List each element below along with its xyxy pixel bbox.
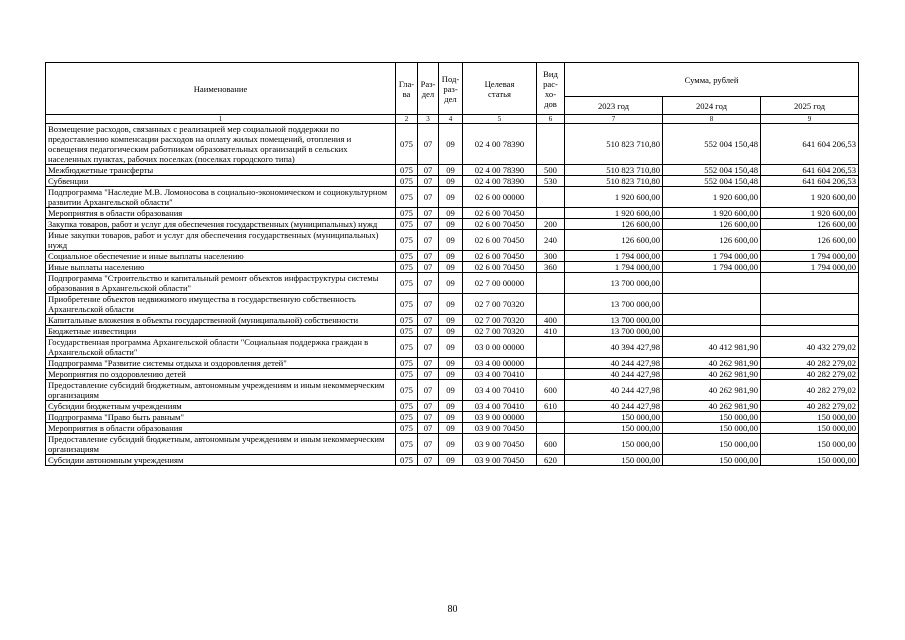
row-sum-2023: 1 794 000,00 [565,262,663,273]
row-section: 07 [418,337,439,358]
row-name: Подпрограмма "Развитие системы отдыха и оздоровления детей" [46,358,396,369]
row-sum-2025: 40 432 279,02 [761,337,859,358]
header-expense-type: Вид рас- хо- дов [537,63,565,115]
table-row [46,294,859,315]
row-target: 03 4 00 00000 [463,358,537,369]
row-chapter: 075 [396,262,418,273]
col-number: 2 [396,115,418,124]
row-sum-2024: 1 794 000,00 [663,262,761,273]
row-sum-2023: 150 000,00 [565,412,663,423]
row-subsection: 09 [439,294,463,315]
row-name: Мероприятия по оздоровлению детей [46,369,396,380]
row-sum-2025: 1 794 000,00 [761,251,859,262]
row-subsection: 09 [439,380,463,401]
row-sum-2023: 40 244 427,98 [565,369,663,380]
header-name: Наименование [46,63,396,115]
row-subsection: 09 [439,165,463,176]
row-sum-2024: 1 920 600,00 [663,208,761,219]
row-chapter: 075 [396,326,418,337]
row-sum-2024 [663,326,761,337]
row-name: Субсидии автономным учреждениям [46,455,396,466]
col-number: 8 [663,115,761,124]
row-expense-type: 240 [537,230,565,251]
row-section: 07 [418,176,439,187]
row-target: 02 7 00 70320 [463,315,537,326]
row-subsection: 09 [439,124,463,165]
row-expense-type [537,369,565,380]
row-name: Субсидии бюджетным учреждениям [46,401,396,412]
row-section: 07 [418,208,439,219]
row-expense-type [537,423,565,434]
row-sum-2024: 126 600,00 [663,219,761,230]
row-sum-2023: 1 794 000,00 [565,251,663,262]
row-sum-2024: 126 600,00 [663,230,761,251]
row-subsection: 09 [439,230,463,251]
row-sum-2024: 40 262 981,90 [663,358,761,369]
row-target: 02 6 00 70450 [463,230,537,251]
row-sum-2023: 1 920 600,00 [565,187,663,208]
row-target: 02 7 00 70320 [463,294,537,315]
row-name: Предоставление субсидий бюджетным, автономным учреждениям и иным некоммерческим организациям [46,380,396,401]
row-name: Предоставление субсидий бюджетным, автономным учреждениям и иным некоммерческим организациям [46,434,396,455]
row-expense-type [537,273,565,294]
col-number: 6 [537,115,565,124]
row-sum-2024: 40 262 981,90 [663,380,761,401]
row-sum-2024 [663,273,761,294]
row-sum-2025 [761,273,859,294]
row-chapter: 075 [396,219,418,230]
row-name: Подпрограмма "Строительство и капитальный ремонт объектов инфраструктуры системы образования в Архангельской области" [46,273,396,294]
table-row [46,369,859,380]
row-section: 07 [418,401,439,412]
table-row [46,262,859,273]
row-sum-2023: 150 000,00 [565,423,663,434]
table-row [46,326,859,337]
row-sum-2025 [761,315,859,326]
row-chapter: 075 [396,294,418,315]
row-sum-2023: 510 823 710,80 [565,176,663,187]
row-section: 07 [418,262,439,273]
row-sum-2023: 13 700 000,00 [565,273,663,294]
row-sum-2023: 40 394 427,98 [565,337,663,358]
row-sum-2025: 150 000,00 [761,434,859,455]
header-sum: Сумма, рублей [565,63,859,97]
row-expense-type [537,358,565,369]
row-section: 07 [418,165,439,176]
row-name: Иные выплаты населению [46,262,396,273]
row-sum-2025: 40 282 279,02 [761,369,859,380]
row-expense-type [537,187,565,208]
row-sum-2025: 40 282 279,02 [761,401,859,412]
row-chapter: 075 [396,230,418,251]
row-name: Социальное обеспечение и иные выплаты населению [46,251,396,262]
row-subsection: 09 [439,455,463,466]
row-sum-2024: 150 000,00 [663,423,761,434]
header-section: Раз- дел [418,63,439,115]
row-sum-2024 [663,294,761,315]
row-chapter: 075 [396,165,418,176]
row-sum-2023: 150 000,00 [565,434,663,455]
row-section: 07 [418,434,439,455]
table-row [46,187,859,208]
row-target: 02 6 00 70450 [463,219,537,230]
row-subsection: 09 [439,208,463,219]
row-target: 02 6 00 00000 [463,187,537,208]
row-name: Государственная программа Архангельской области "Социальная поддержка граждан в Архангельской области" [46,337,396,358]
row-section: 07 [418,358,439,369]
row-section: 07 [418,251,439,262]
row-sum-2024: 150 000,00 [663,455,761,466]
row-subsection: 09 [439,412,463,423]
row-chapter: 075 [396,251,418,262]
row-expense-type: 400 [537,315,565,326]
row-target: 03 9 00 70450 [463,423,537,434]
header-year-2025: 2025 год [761,97,859,115]
row-section: 07 [418,230,439,251]
table-row [46,176,859,187]
row-target: 02 7 00 70320 [463,326,537,337]
col-number: 7 [565,115,663,124]
row-sum-2024: 552 004 150,48 [663,165,761,176]
row-subsection: 09 [439,315,463,326]
row-expense-type: 530 [537,176,565,187]
row-name: Мероприятия в области образования [46,423,396,434]
row-section: 07 [418,369,439,380]
row-section: 07 [418,326,439,337]
row-expense-type: 610 [537,401,565,412]
row-name: Подпрограмма "Право быть равным" [46,412,396,423]
col-number: 9 [761,115,859,124]
row-chapter: 075 [396,208,418,219]
row-name: Субвенции [46,176,396,187]
table-row [46,455,859,466]
row-subsection: 09 [439,219,463,230]
row-chapter: 075 [396,124,418,165]
row-sum-2023: 126 600,00 [565,230,663,251]
row-name: Подпрограмма "Наследие М.В. Ломоносова в социально-экономическом и социокультурном развитии Архангельской области" [46,187,396,208]
row-sum-2023: 510 823 710,80 [565,165,663,176]
row-sum-2024: 150 000,00 [663,434,761,455]
row-sum-2024: 1 794 000,00 [663,251,761,262]
row-chapter: 075 [396,187,418,208]
header-chapter: Гла- ва [396,63,418,115]
row-expense-type: 410 [537,326,565,337]
row-sum-2024: 40 262 981,90 [663,369,761,380]
budget-sheet [45,62,859,466]
table-row [46,230,859,251]
table-row [46,423,859,434]
row-name: Приобретение объектов недвижимого имущества в государственную собственность Архангельской области [46,294,396,315]
row-sum-2025: 1 920 600,00 [761,208,859,219]
row-subsection: 09 [439,273,463,294]
row-subsection: 09 [439,434,463,455]
row-subsection: 09 [439,423,463,434]
header-year-2023: 2023 год [565,97,663,115]
row-name: Бюджетные инвестиции [46,326,396,337]
row-sum-2025: 40 282 279,02 [761,380,859,401]
table-row [46,219,859,230]
row-subsection: 09 [439,251,463,262]
row-sum-2025: 126 600,00 [761,230,859,251]
row-target: 02 4 00 78390 [463,124,537,165]
row-sum-2025: 1 794 000,00 [761,262,859,273]
table-row [46,315,859,326]
row-subsection: 09 [439,337,463,358]
row-sum-2023: 1 920 600,00 [565,208,663,219]
table-row [46,401,859,412]
row-target: 02 6 00 70450 [463,251,537,262]
table-row [46,124,859,165]
row-sum-2023: 40 244 427,98 [565,380,663,401]
row-name: Межбюджетные трансферты [46,165,396,176]
row-expense-type: 600 [537,434,565,455]
row-sum-2024: 552 004 150,48 [663,176,761,187]
row-chapter: 075 [396,369,418,380]
row-section: 07 [418,315,439,326]
row-sum-2025: 126 600,00 [761,219,859,230]
row-section: 07 [418,219,439,230]
row-target: 03 0 00 00000 [463,337,537,358]
row-chapter: 075 [396,380,418,401]
row-expense-type [537,412,565,423]
row-name: Мероприятия в области образования [46,208,396,219]
row-chapter: 075 [396,412,418,423]
row-subsection: 09 [439,326,463,337]
col-number: 1 [46,115,396,124]
row-section: 07 [418,412,439,423]
row-subsection: 09 [439,369,463,380]
row-sum-2025: 641 604 206,53 [761,165,859,176]
row-target: 03 4 00 70410 [463,380,537,401]
table-row [46,412,859,423]
row-sum-2025: 150 000,00 [761,412,859,423]
row-sum-2025 [761,294,859,315]
row-name: Возмещение расходов, связанных с реализацией мер социальной поддержки по предоставлению компенсации расходов на оплату жилых помещений, отопления и освещения педагогическим работникам образовательных организаций в сельских населенных пунктах, рабочих поселках (поселках городского типа) [46,124,396,165]
row-chapter: 075 [396,315,418,326]
budget-table [45,62,859,466]
row-target: 03 4 00 70410 [463,369,537,380]
row-chapter: 075 [396,434,418,455]
row-sum-2024: 40 262 981,90 [663,401,761,412]
table-row [46,273,859,294]
row-chapter: 075 [396,337,418,358]
row-expense-type: 300 [537,251,565,262]
col-number: 5 [463,115,537,124]
row-chapter: 075 [396,455,418,466]
row-sum-2023: 40 244 427,98 [565,358,663,369]
col-number: 4 [439,115,463,124]
row-chapter: 075 [396,273,418,294]
row-sum-2025: 1 920 600,00 [761,187,859,208]
table-row [46,208,859,219]
row-section: 07 [418,187,439,208]
row-sum-2024: 150 000,00 [663,412,761,423]
row-section: 07 [418,423,439,434]
column-number-row [46,115,859,124]
row-sum-2023: 150 000,00 [565,455,663,466]
row-name: Иные закупки товаров, работ и услуг для обеспечения государственных (муниципальных) нужд [46,230,396,251]
row-sum-2025: 40 282 279,02 [761,358,859,369]
row-sum-2024: 552 004 150,48 [663,124,761,165]
row-name: Капитальные вложения в объекты государственной (муниципальной) собственности [46,315,396,326]
row-expense-type: 500 [537,165,565,176]
row-target: 02 6 00 70450 [463,262,537,273]
table-row [46,251,859,262]
row-target: 02 7 00 00000 [463,273,537,294]
row-target: 03 9 00 70450 [463,455,537,466]
row-subsection: 09 [439,358,463,369]
row-chapter: 075 [396,423,418,434]
row-sum-2024: 1 920 600,00 [663,187,761,208]
row-section: 07 [418,294,439,315]
row-sum-2023: 40 244 427,98 [565,401,663,412]
row-expense-type: 620 [537,455,565,466]
row-expense-type: 600 [537,380,565,401]
row-sum-2023: 13 700 000,00 [565,326,663,337]
row-expense-type [537,208,565,219]
table-row [46,380,859,401]
table-row [46,337,859,358]
header-year-2024: 2024 год [663,97,761,115]
row-expense-type [537,294,565,315]
header-subsection: Под- раз- дел [439,63,463,115]
row-expense-type: 200 [537,219,565,230]
row-name: Закупка товаров, работ и услуг для обеспечения государственных (муниципальных) нужд [46,219,396,230]
table-row [46,165,859,176]
table-row [46,358,859,369]
row-subsection: 09 [439,187,463,208]
row-target: 03 4 00 70410 [463,401,537,412]
row-sum-2023: 126 600,00 [565,219,663,230]
row-sum-2025: 150 000,00 [761,455,859,466]
table-body [46,124,859,466]
row-sum-2023: 510 823 710,80 [565,124,663,165]
row-chapter: 075 [396,358,418,369]
row-expense-type [537,337,565,358]
row-target: 03 9 00 00000 [463,412,537,423]
row-sum-2025 [761,326,859,337]
row-target: 02 4 00 78390 [463,165,537,176]
row-expense-type [537,124,565,165]
row-section: 07 [418,380,439,401]
row-sum-2023: 13 700 000,00 [565,315,663,326]
row-section: 07 [418,124,439,165]
row-expense-type: 360 [537,262,565,273]
table-row [46,434,859,455]
row-subsection: 09 [439,262,463,273]
row-section: 07 [418,273,439,294]
row-subsection: 09 [439,176,463,187]
row-sum-2023: 13 700 000,00 [565,294,663,315]
row-section: 07 [418,455,439,466]
row-target: 03 9 00 70450 [463,434,537,455]
row-target: 02 4 00 78390 [463,176,537,187]
header-target: Целевая статья [463,63,537,115]
row-subsection: 09 [439,401,463,412]
row-target: 02 6 00 70450 [463,208,537,219]
page-number: 80 [447,604,458,615]
row-sum-2025: 150 000,00 [761,423,859,434]
row-chapter: 075 [396,176,418,187]
col-number: 3 [418,115,439,124]
row-sum-2024: 40 412 981,90 [663,337,761,358]
row-sum-2025: 641 604 206,53 [761,176,859,187]
row-sum-2024 [663,315,761,326]
row-chapter: 075 [396,401,418,412]
row-sum-2025: 641 604 206,53 [761,124,859,165]
